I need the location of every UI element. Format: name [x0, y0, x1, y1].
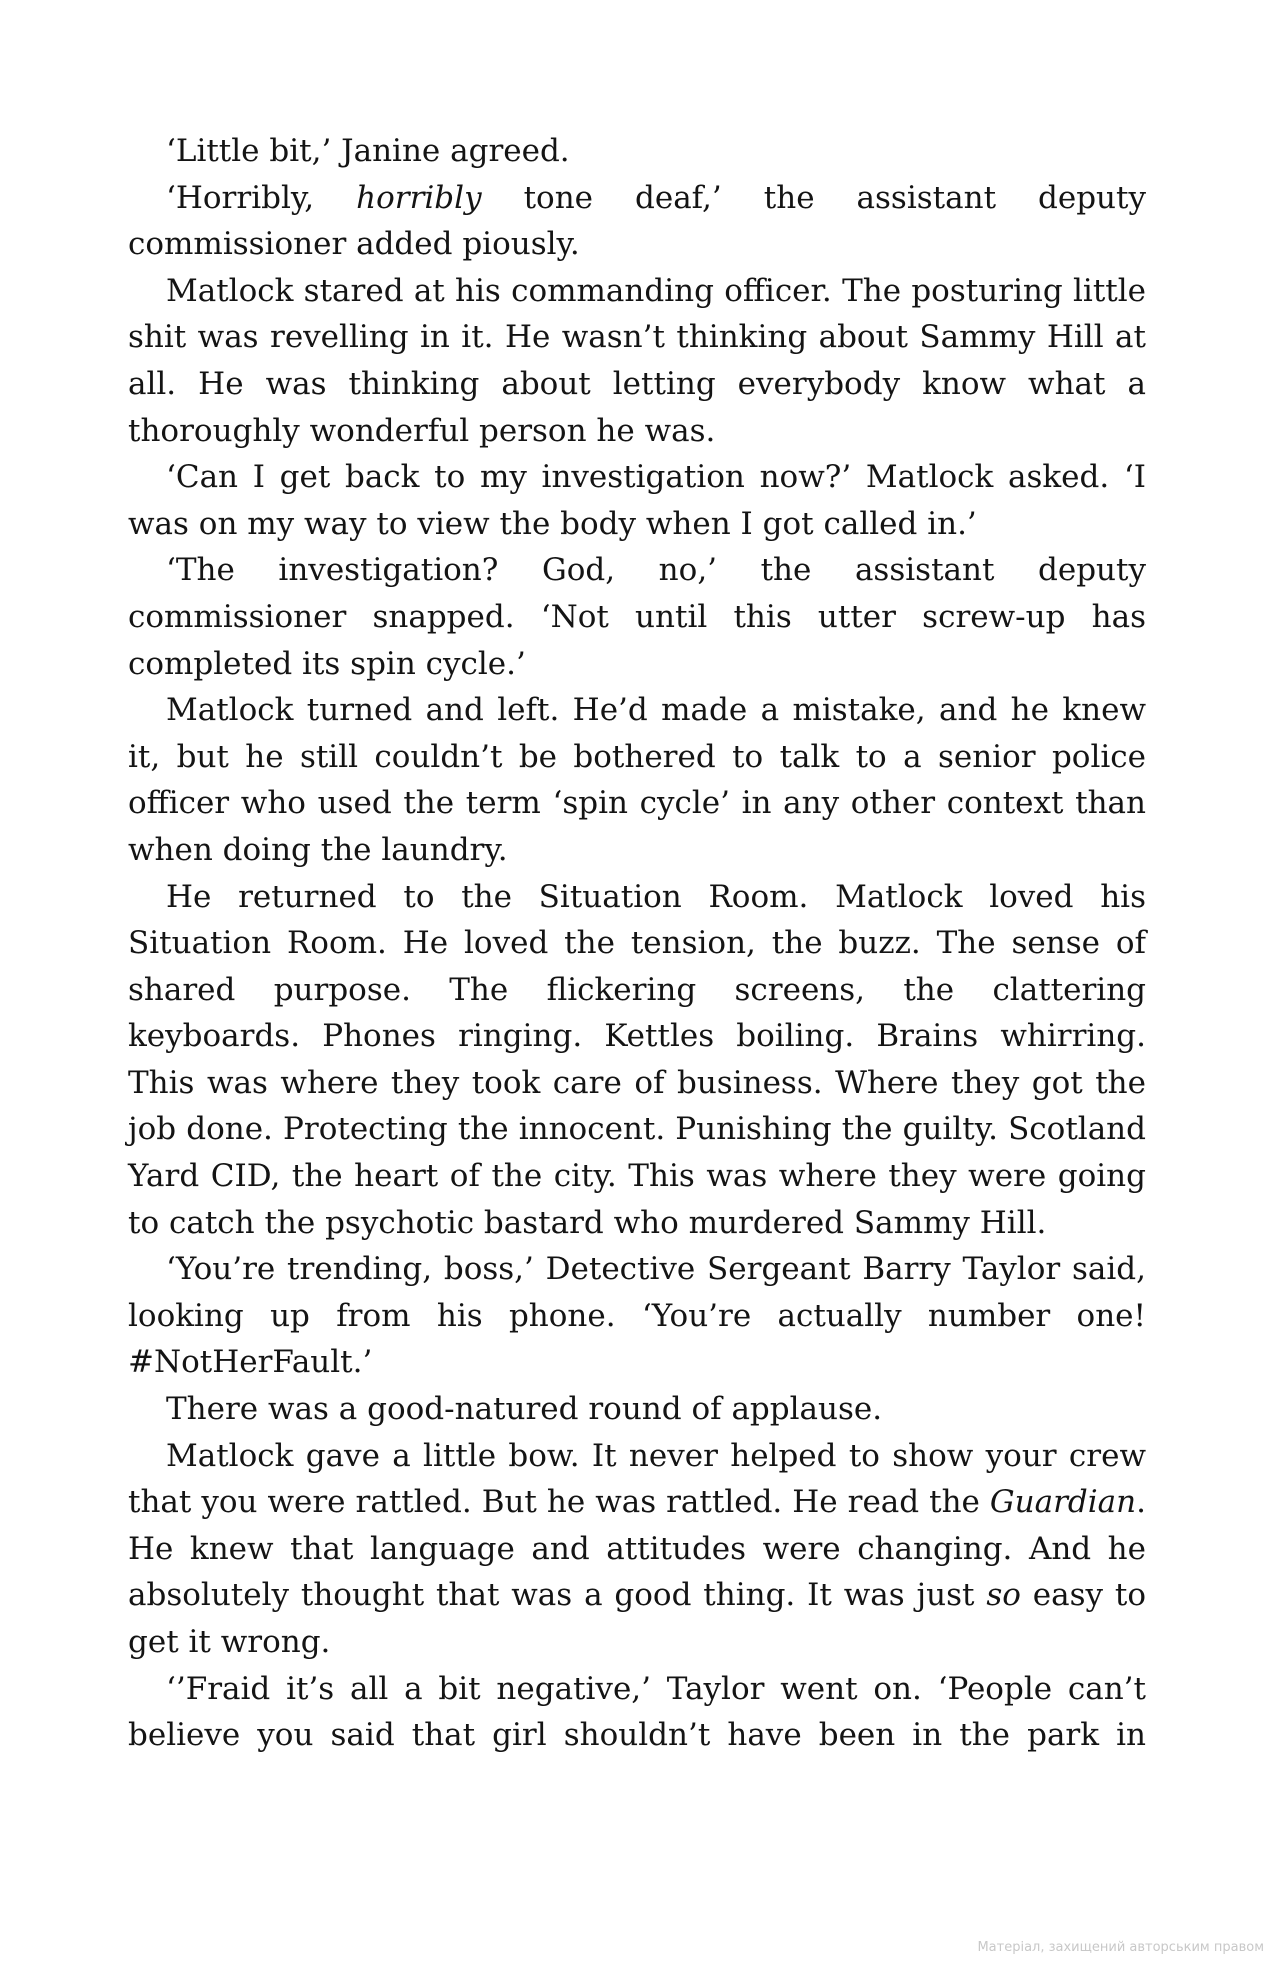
paragraph: [128, 268, 1146, 454]
copyright-watermark: Матеріал, захищений авторським правом: [977, 1940, 1264, 1955]
text-run: Matlock gave a little bow. It never helped to show your crew that you were rattled. But he was rattled. He read the: [128, 1437, 1146, 1521]
text-run: He returned to the Situation Room. Matlock loved his Situation Room. He loved the tension, the buzz. The sense of shared purpose. The flickering screens, the clattering keyboards. Phones ringing. Kettles boiling. Brains whirring. This was where they took care of business. Where they got the job done. Protecting the innocent. Punishing the guilty. Scotland Yard CID, the heart of the city. This was where they were going to catch the psychotic bastard who murdered Sammy Hill.: [128, 878, 1146, 1241]
text-run: . He knew that language and attitudes were changing. And he absolutely thought that was a good thing. It was just: [128, 1484, 1146, 1614]
italic-text: Guardian: [989, 1484, 1137, 1521]
text-run: easy to get it wrong.: [128, 1577, 1146, 1660]
text-run: There was a good-natured round of applause.: [166, 1391, 883, 1428]
text-run: ‘Can I get back to my investigation now?’ Matlock asked. ‘I was on my way to view the body when I got called in.’: [128, 459, 1146, 542]
italic-text: so: [986, 1577, 1021, 1614]
text-run: Matlock stared at his commanding officer. The posturing little shit was revelling in it. He wasn’t thinking about Sammy Hill at all. He was thinking about letting everybody know what a thoroughly wonderful person he was.: [128, 272, 1146, 449]
paragraph: [128, 175, 1146, 268]
paragraph: [128, 1666, 1146, 1759]
text-run: ‘Little bit,’ Janine agreed.: [166, 133, 570, 169]
paragraph: [128, 1246, 1146, 1386]
paragraph: [128, 547, 1146, 687]
paragraph: [128, 687, 1146, 873]
paragraph: [128, 1386, 1146, 1433]
paragraph: [128, 454, 1146, 547]
paragraph: [128, 1433, 1146, 1666]
italic-text: horribly: [356, 179, 482, 216]
text-run: ‘’Fraid it’s all a bit negative,’ Taylor went on. ‘People can’t believe you said that girl shouldn’t have been in the park in: [128, 1670, 1146, 1754]
book-page-body: [128, 128, 1146, 1759]
paragraph: [128, 128, 1146, 175]
text-run: ‘You’re trending, boss,’ Detective Sergeant Barry Taylor said, looking up from his phone. ‘You’re actually number one! #NotHerFault.’: [128, 1251, 1146, 1381]
text-run: tone deaf,’ the assistant deputy commissioner added piously.: [128, 179, 1146, 263]
paragraph: [128, 874, 1146, 1247]
text-run: Matlock turned and left. He’d made a mistake, and he knew it, but he still couldn’t be bothered to talk to a senior police officer who used the term ‘spin cycle’ in any other context than when doing the laundry.: [128, 692, 1146, 868]
text-run: ‘Horribly,: [166, 179, 357, 216]
text-run: ‘The investigation? God, no,’ the assistant deputy commissioner snapped. ‘Not until this utter screw-up has completed its spin cycle.’: [128, 552, 1146, 682]
